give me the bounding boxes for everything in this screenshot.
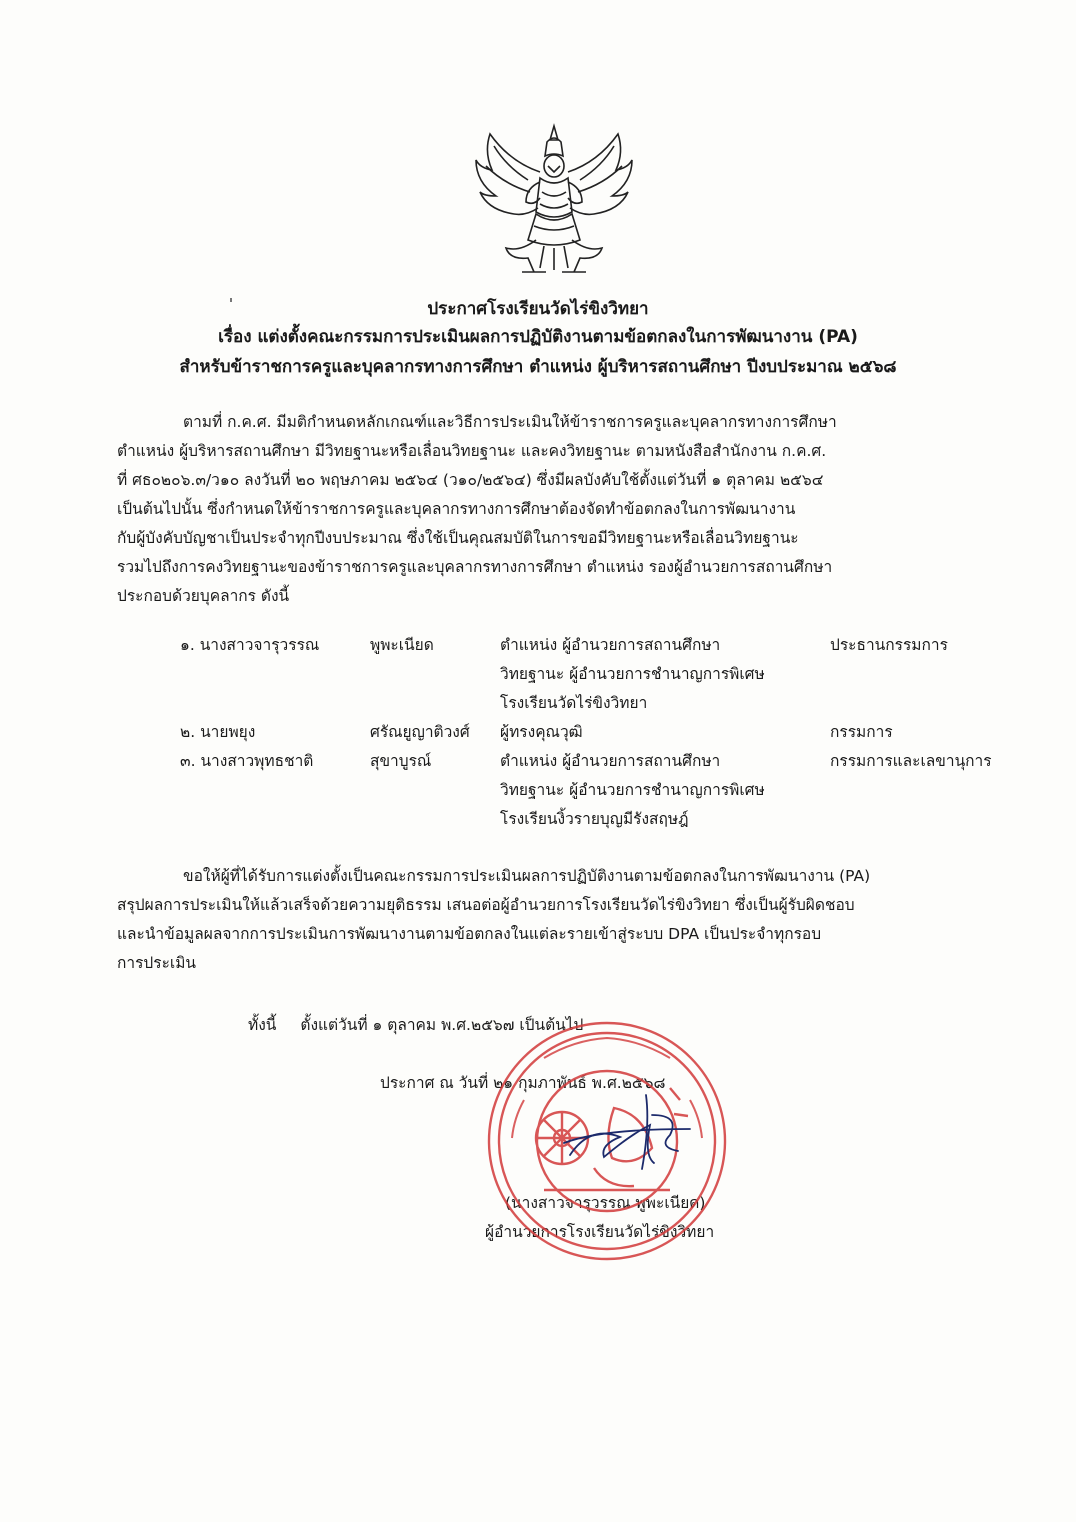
paragraph-line: ขอให้ผู้ที่ได้รับการแต่งตั้งเป็นคณะกรรมการประเมินผลการปฏิบัติงานตามข้อตกลงในการพัฒนางาน (PA) (183, 867, 871, 885)
member-role: กรรมการ (830, 723, 893, 741)
member-role: กรรมการและเลขานุการ (830, 752, 992, 770)
member-position: ผู้ทรงคุณวุฒิ (500, 723, 583, 741)
paragraph-line: รวมไปถึงการคงวิทยฐานะของข้าราชการครูและบุคลากรทางการศึกษา ตำแหน่ง รองผู้อำนวยการสถานศึกษา (117, 558, 833, 576)
handwritten-signature (560, 1085, 700, 1175)
paragraph-line: ที่ ศธ๐๒๐๖.๓/ว๑๐ ลงวันที่ ๒๐ พฤษภาคม ๒๕๖๔ (ว๑๐/๒๕๖๔) ซึ่งมีผลบังคับใช้ตั้งแต่วันที่ ๑ ตุลาคม ๒๕๖๔ (117, 471, 824, 489)
member-position: โรงเรียนงิ้วรายบุญมีรังสฤษฎ์ (500, 810, 689, 828)
member-role: ประธานกรรมการ (830, 636, 948, 654)
garuda-emblem (470, 122, 638, 282)
member-position: วิทยฐานะ ผู้อำนวยการชำนาญการพิเศษ (500, 665, 765, 683)
document-title: ประกาศโรงเรียนวัดไร่ขิงวิทยา (427, 299, 649, 319)
member-last-name: ศรัณยูญาติวงศ์ (370, 723, 470, 741)
paragraph-line: การประเมิน (117, 954, 197, 972)
member-position: วิทยฐานะ ผู้อำนวยการชำนาญการพิเศษ (500, 781, 765, 799)
member-position: ตำแหน่ง ผู้อำนวยการสถานศึกษา (500, 636, 721, 654)
member-first-name: ๑. นางสาวจารุวรรณ (180, 636, 320, 654)
member-first-name: ๒. นายพยุง (180, 723, 256, 741)
effective-label: ทั้งนี้ (248, 1016, 277, 1034)
signatory-name: (นางสาวจารุวรรณ พูพะเนียด) (505, 1194, 706, 1212)
paragraph-line: สรุปผลการประเมินให้แล้วเสร็จด้วยความยุติธรรม เสนอต่อผู้อำนวยการโรงเรียนวัดไร่ขิงวิทยา ซึ่งเป็นผู้รับผิดชอบ (117, 896, 855, 914)
announcement-date: ประกาศ ณ วันที่ ๒๑ กุมภาพันธ์ พ.ศ.๒๕๖๘ (380, 1074, 666, 1092)
paragraph-line: ตามที่ ก.ค.ศ. มีมติกำหนดหลักเกณฑ์และวิธีการประเมินให้ข้าราชการครูและบุคลากรทางการศึกษา (183, 413, 837, 431)
signatory-title: ผู้อำนวยการโรงเรียนวัดไร่ขิงวิทยา (485, 1223, 715, 1241)
paragraph-line: เป็นต้นไปนั้น ซึ่งกำหนดให้ข้าราชการครูและบุคลากรทางการศึกษาต้องจัดทำข้อตกลงในการพัฒนางาน (117, 500, 796, 518)
document-subject: เรื่อง แต่งตั้งคณะกรรมการประเมินผลการปฏิบัติงานตามข้อตกลงในการพัฒนางาน (PA) (218, 327, 858, 347)
paragraph-line: และนำข้อมูลผลจากการประเมินการพัฒนางานตามข้อตกลงในแต่ละรายเข้าสู่ระบบ DPA เป็นประจำทุกรอบ (117, 925, 822, 943)
member-first-name: ๓. นางสาวพุทธชาติ (180, 752, 314, 770)
member-last-name: พูพะเนียด (370, 636, 434, 654)
paragraph-line: กับผู้บังคับบัญชาเป็นประจำทุกปีงบประมาณ ซึ่งใช้เป็นคุณสมบัติในการขอมีวิทยฐานะหรือเลื่อนวิทยฐานะ (117, 529, 799, 547)
member-position: ตำแหน่ง ผู้อำนวยการสถานศึกษา (500, 752, 721, 770)
paragraph-instruction (117, 862, 985, 978)
document-subtitle: สำหรับข้าราชการครูและบุคลากรทางการศึกษา ตำแหน่ง ผู้บริหารสถานศึกษา ปีงบประมาณ ๒๕๖๘ (179, 357, 897, 377)
member-last-name: สุขาบูรณ์ (370, 752, 432, 770)
paragraph-line: ตำแหน่ง ผู้บริหารสถานศึกษา มีวิทยฐานะหรือเลื่อนวิทยฐานะ และคงวิทยฐานะ ตามหนังสือสำนักงาน ก.ค.ศ. (117, 442, 827, 460)
paragraph-line: ประกอบด้วยบุคลากร ดังนี้ (117, 587, 290, 605)
effective-text: ตั้งแต่วันที่ ๑ ตุลาคม พ.ศ.๒๕๖๗ เป็นต้นไป (300, 1016, 584, 1034)
member-position: โรงเรียนวัดไร่ขิงวิทยา (500, 694, 648, 712)
paragraph-intro (117, 408, 985, 611)
